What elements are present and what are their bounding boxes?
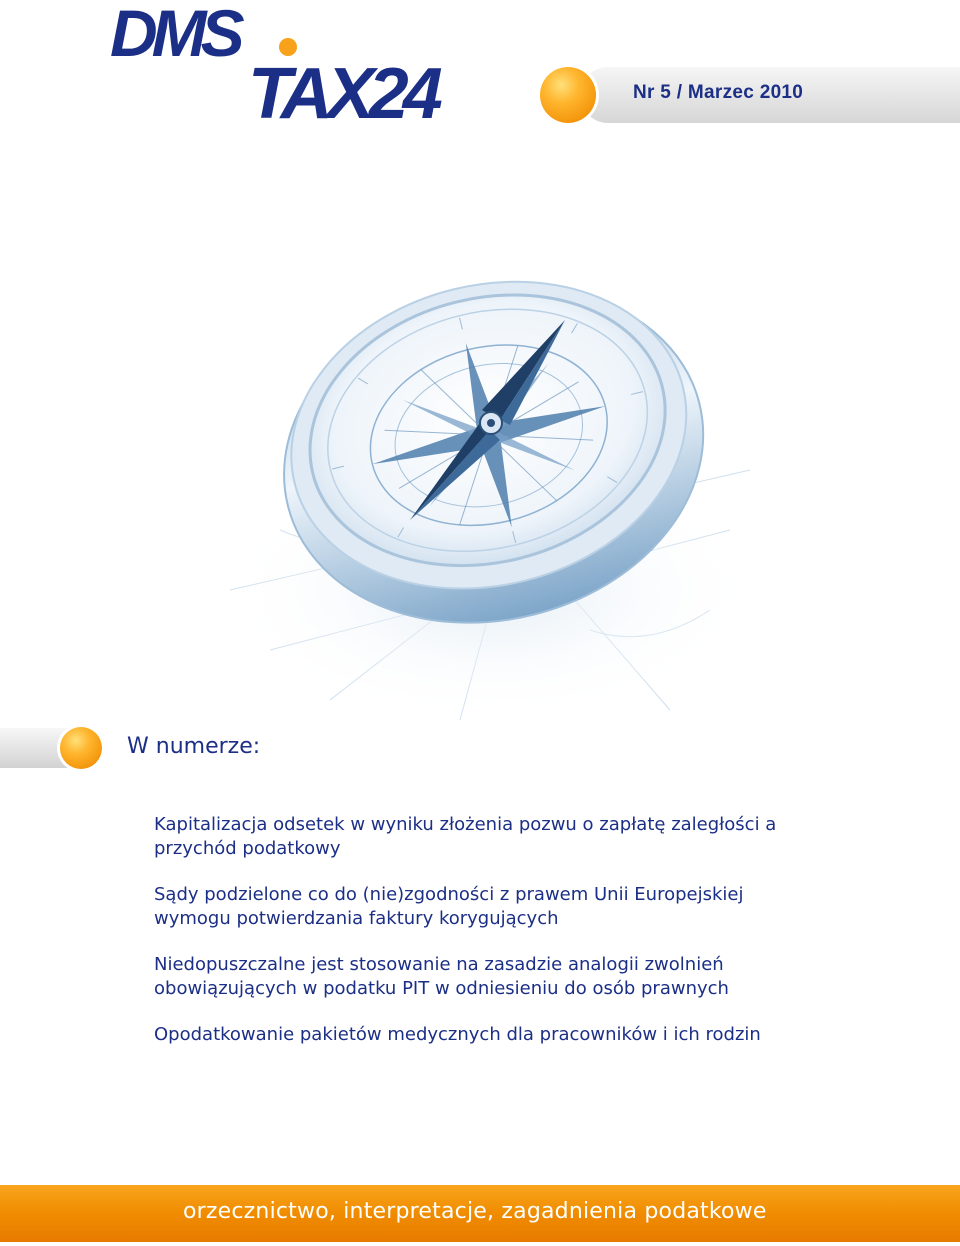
toc-item-line: Niedopuszczalne jest stosowanie na zasadzie analogii zwolnień	[154, 954, 724, 975]
table-of-contents	[154, 813, 854, 1069]
logo-line2: TAX24	[248, 54, 437, 126]
contents-title: W numerze:	[127, 734, 261, 759]
footer-tagline: orzecznictwo, interpretacje, zagadnienia podatkowe	[183, 1199, 767, 1224]
toc-item-line: przychód podatkowy	[154, 838, 341, 859]
toc-item[interactable]	[154, 883, 854, 931]
orange-ball-icon	[60, 727, 102, 769]
issue-number: Nr 5 / Marzec 2010	[633, 82, 804, 103]
toc-item[interactable]	[154, 953, 854, 1001]
orange-ball-icon	[540, 67, 596, 123]
compass-icon	[210, 230, 770, 730]
toc-item-line: Sądy podzielone co do (nie)zgodności z prawem Unii Europejskiej	[154, 884, 744, 905]
toc-item-line: wymogu potwierdzania faktury korygujących	[154, 908, 559, 929]
logo-line1: DMS	[110, 0, 239, 70]
toc-item[interactable]	[154, 1023, 854, 1047]
toc-item-line: Kapitalizacja odsetek w wyniku złożenia pozwu o zapłatę zaległości a	[154, 814, 777, 835]
toc-item-line: obowiązujących w podatku PIT w odniesieniu do osób prawnych	[154, 978, 729, 999]
toc-item-line: Opodatkowanie pakietów medycznych dla pracowników i ich rodzin	[154, 1024, 761, 1045]
toc-item[interactable]	[154, 813, 854, 861]
dms-tax24-logo	[108, 0, 508, 126]
compass-illustration	[210, 230, 770, 730]
